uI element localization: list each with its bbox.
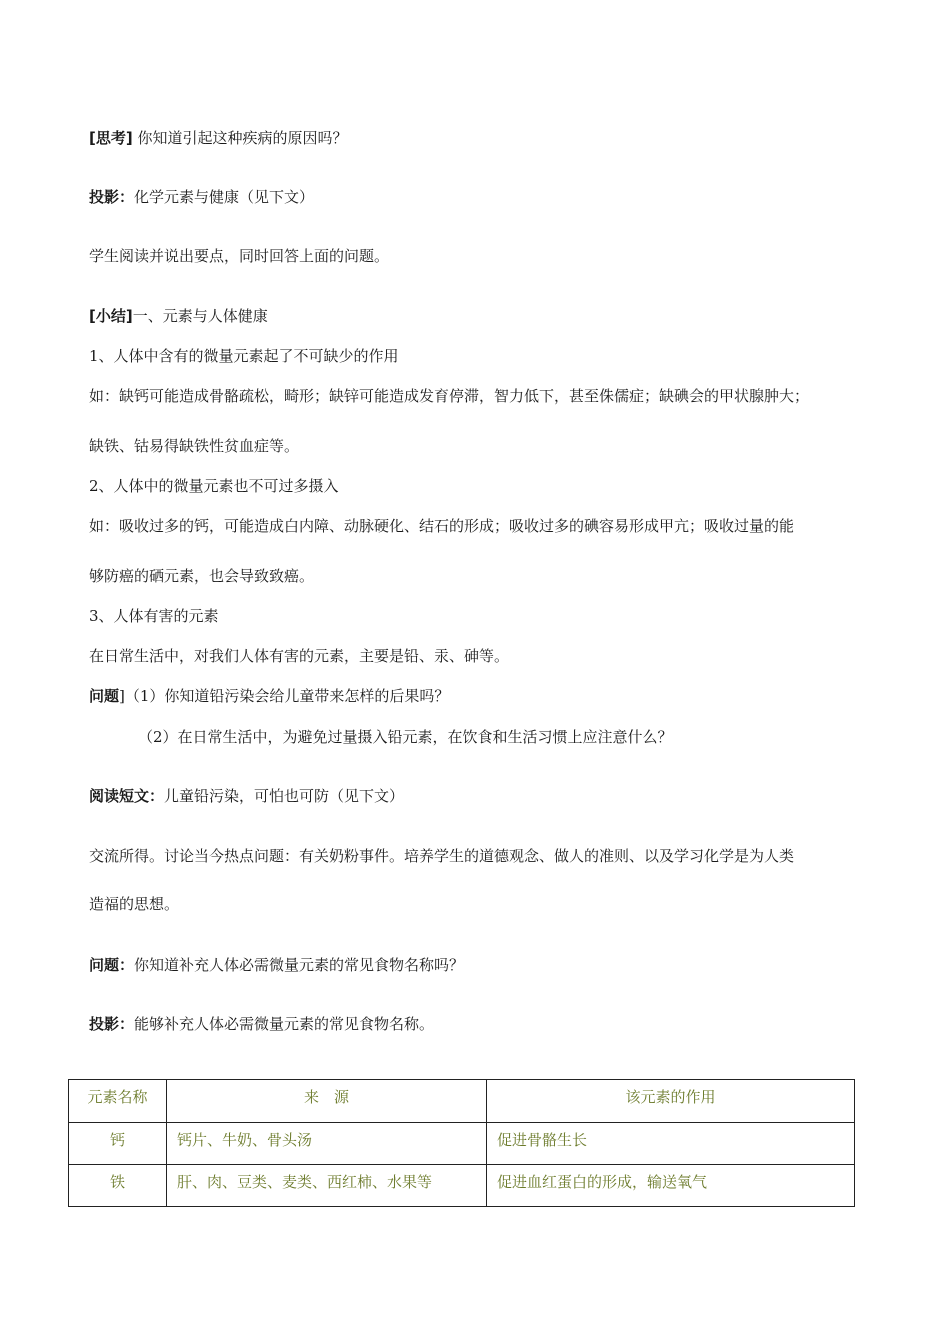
projection-2-label: 投影： xyxy=(89,1015,135,1033)
item-2: 2、人体中的微量元素也不可过多摄入 xyxy=(89,477,339,495)
think-line xyxy=(89,128,348,148)
cell-element: 钙 xyxy=(69,1123,167,1165)
food-element-table xyxy=(68,1079,855,1207)
header-function: 该元素的作用 xyxy=(487,1080,855,1123)
reading-label: 阅读短文： xyxy=(89,787,165,805)
header-element-name: 元素名称 xyxy=(69,1080,167,1123)
projection-line-1 xyxy=(89,187,314,207)
discussion-b: 造福的思想。 xyxy=(89,895,180,913)
item-1-example-a: 如：缺钙可能造成骨骼疏松，畸形；缺锌可能造成发育停滞，智力低下，甚至侏儒症；缺碘会的甲状腺肿大； xyxy=(89,387,810,405)
cell-source: 肝、肉、豆类、麦类、西红柿、水果等 xyxy=(167,1165,487,1207)
reading-text: 儿童铅污染，可怕也可防（见下文） xyxy=(164,787,405,805)
question-2: （2）在日常生活中，为避免过量摄入铅元素，在饮食和生活习惯上应注意什么？ xyxy=(138,728,673,746)
question-label: 问题 xyxy=(89,687,120,705)
discussion-a: 交流所得。讨论当今热点问题：有关奶粉事件。培养学生的道德观念、做人的准则、以及学习化学是为人类 xyxy=(89,847,795,865)
item-2-example-b: 够防癌的硒元素，也会导致致癌。 xyxy=(89,567,315,585)
summary-line xyxy=(89,306,268,326)
cell-function: 促进血红蛋白的形成，输送氧气 xyxy=(487,1165,855,1207)
cell-function: 促进骨骼生长 xyxy=(487,1123,855,1165)
table-header-row xyxy=(69,1080,855,1123)
reading-line xyxy=(89,786,404,806)
projection-text: 化学元素与健康（见下文） xyxy=(134,188,315,206)
cell-element: 铁 xyxy=(69,1165,167,1207)
question-3-label: 问题： xyxy=(89,956,135,974)
reading-instruction: 学生阅读并说出要点，同时回答上面的问题。 xyxy=(89,247,390,265)
think-text: 你知道引起这种疾病的原因吗？ xyxy=(137,129,348,147)
cell-source: 钙片、牛奶、骨头汤 xyxy=(167,1123,487,1165)
question-3-text: 你知道补充人体必需微量元素的常见食物名称吗？ xyxy=(134,956,465,974)
header-source: 来 源 xyxy=(167,1080,487,1123)
projection-line-2 xyxy=(89,1014,434,1034)
table-row xyxy=(69,1123,855,1165)
item-3: 3、人体有害的元素 xyxy=(89,607,219,625)
projection-label: 投影： xyxy=(89,188,135,206)
summary-label: [小结] xyxy=(89,307,133,325)
question-line-1 xyxy=(89,686,449,706)
item-2-example-a: 如：吸收过多的钙，可能造成白内障、动脉硬化、结石的形成；吸收过多的碘容易形成甲亢；吸收过量的能 xyxy=(89,517,795,535)
question-1: ]（1）你知道铅污染会给儿童带来怎样的后果吗？ xyxy=(119,687,450,705)
question-line-3 xyxy=(89,955,464,975)
summary-text: 一、元素与人体健康 xyxy=(132,307,268,325)
projection-2-text: 能够补充人体必需微量元素的常见食物名称。 xyxy=(134,1015,435,1033)
item-3-text: 在日常生活中，对我们人体有害的元素，主要是铅、汞、砷等。 xyxy=(89,647,510,665)
item-1: 1、人体中含有的微量元素起了不可缺少的作用 xyxy=(89,347,399,365)
think-label: [思考] xyxy=(89,129,133,147)
table-row xyxy=(69,1165,855,1207)
item-1-example-b: 缺铁、钴易得缺铁性贫血症等。 xyxy=(89,437,300,455)
